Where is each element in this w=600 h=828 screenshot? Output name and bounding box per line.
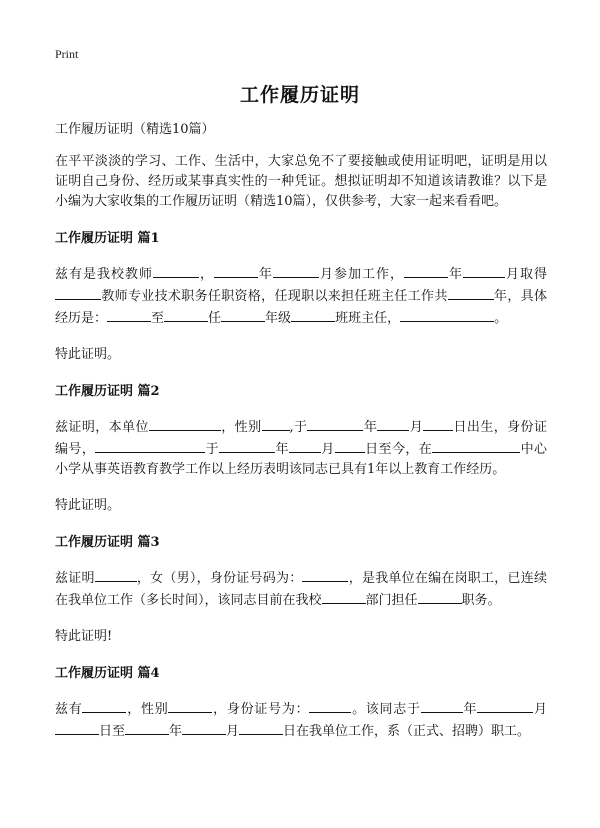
text-segment: 部门担任 (365, 593, 418, 608)
text-segment: 于 (205, 442, 220, 457)
fill-blank (463, 263, 505, 278)
text-segment: 兹有是我校教师 (55, 267, 153, 282)
fill-blank (55, 285, 101, 300)
text-segment: ,于 (289, 420, 308, 435)
fill-blank (239, 720, 283, 735)
text-segment: ，身份证号为： (212, 702, 310, 717)
text-segment: ， (198, 267, 214, 282)
fill-blank (153, 263, 199, 278)
fill-blank (125, 720, 169, 735)
section-closing-1: 特此证明。 (55, 347, 121, 362)
text-segment: 兹有 (55, 702, 83, 717)
text-segment: 至 (151, 311, 165, 326)
text-segment: 年，具体经历是： (55, 289, 547, 326)
text-segment: 月 (320, 442, 335, 457)
section-heading-4: 工作履历证明 篇4 (55, 666, 160, 681)
document-subtitle: 工作履历证明（精选10篇） (55, 122, 215, 137)
section-closing-3: 特此证明! (55, 629, 113, 644)
fill-blank (477, 698, 533, 713)
text-segment: 年 (169, 724, 183, 739)
fill-blank (448, 285, 494, 300)
fill-blank (107, 307, 151, 322)
print-link[interactable]: Print (55, 47, 79, 61)
text-segment: 日在我单位工作，系（正式、招聘）职工。 (283, 724, 531, 739)
text-segment: 教师专业技术职务任职资格，任现职以来担任班主任工作共 (101, 289, 448, 304)
fill-blank (377, 416, 409, 431)
text-segment: ，是我单位在编在岗职工，已连续在我单位工作（多长时间），该同志目前在我校 (55, 571, 547, 608)
document-title: 工作履历证明 (239, 84, 360, 106)
text-segment: 月 (409, 420, 424, 435)
section-body-4 (55, 698, 547, 742)
fill-blank (335, 438, 365, 453)
text-segment: 兹证明 (55, 571, 95, 586)
fill-blank (219, 438, 275, 453)
fill-blank (432, 438, 520, 453)
text-segment: 日至今，在 (364, 442, 433, 457)
fill-blank (95, 567, 137, 582)
text-segment: ，性别 (126, 702, 169, 717)
text-segment: 月参加工作， (318, 267, 404, 282)
fill-blank (291, 307, 335, 322)
text-segment: 月取得 (504, 267, 547, 282)
section-heading-2: 工作履历证明 篇2 (55, 384, 160, 399)
fill-blank (322, 589, 366, 604)
fill-blank (262, 416, 290, 431)
section-body-1 (55, 263, 547, 329)
section-heading-3: 工作履历证明 篇3 (55, 535, 160, 550)
fill-blank (400, 307, 494, 322)
fill-blank (423, 416, 453, 431)
text-segment: ，性别 (220, 420, 262, 435)
fill-blank (421, 698, 463, 713)
text-segment: 班班主任， (335, 311, 401, 326)
text-segment: 年 (257, 267, 273, 282)
fill-blank (82, 698, 126, 713)
section-closing-2: 特此证明。 (55, 498, 121, 513)
text-segment: 年 (462, 702, 478, 717)
fill-blank (168, 698, 212, 713)
fill-blank (182, 720, 226, 735)
fill-blank (309, 698, 351, 713)
text-segment: 日出生，身份证编号， (55, 420, 547, 457)
fill-blank (95, 438, 205, 453)
text-segment: 日至 (99, 724, 126, 739)
text-segment: 中心小学从事英语教育教学工作以上经历表明该同志已具有1年以上教育工作经历。 (55, 442, 547, 477)
section-body-3 (55, 567, 547, 611)
document-body (55, 120, 547, 758)
text-segment: 月 (226, 724, 240, 739)
fill-blank (404, 263, 448, 278)
text-segment: 任 (208, 311, 222, 326)
text-segment: 年 (363, 420, 378, 435)
section-body-2 (55, 416, 547, 480)
intro-paragraph: 在平平淡淡的学习、工作、生活中，大家总免不了要接触或使用证明吧，证明是用以证明自己身份、经历或某事真实性的一种凭证。想拟证明却不知道该请教谁？以下是小编为大家收集的工作履历证明（精选10篇），仅供参考，大家一起来看看吧。 (55, 154, 547, 209)
fill-blank (221, 307, 265, 322)
text-segment: 年 (447, 267, 463, 282)
fill-blank (55, 720, 99, 735)
text-segment: 年 (275, 442, 289, 457)
text-segment: ，女（男），身份证号码为： (136, 571, 303, 586)
fill-blank (307, 416, 363, 431)
text-segment: 兹证明，本单位 (55, 420, 149, 435)
fill-blank (418, 589, 462, 604)
fill-blank (149, 416, 221, 431)
fill-blank (289, 438, 321, 453)
fill-blank (302, 567, 348, 582)
fill-blank (164, 307, 208, 322)
section-heading-1: 工作履历证明 篇1 (55, 231, 160, 246)
text-segment: 月 (533, 702, 547, 717)
fill-blank (273, 263, 319, 278)
text-segment: 年级 (265, 311, 292, 326)
fill-blank (214, 263, 258, 278)
text-segment: 。 (494, 311, 508, 326)
text-segment: 。该同志于 (351, 702, 421, 717)
text-segment: 职务。 (461, 593, 501, 608)
